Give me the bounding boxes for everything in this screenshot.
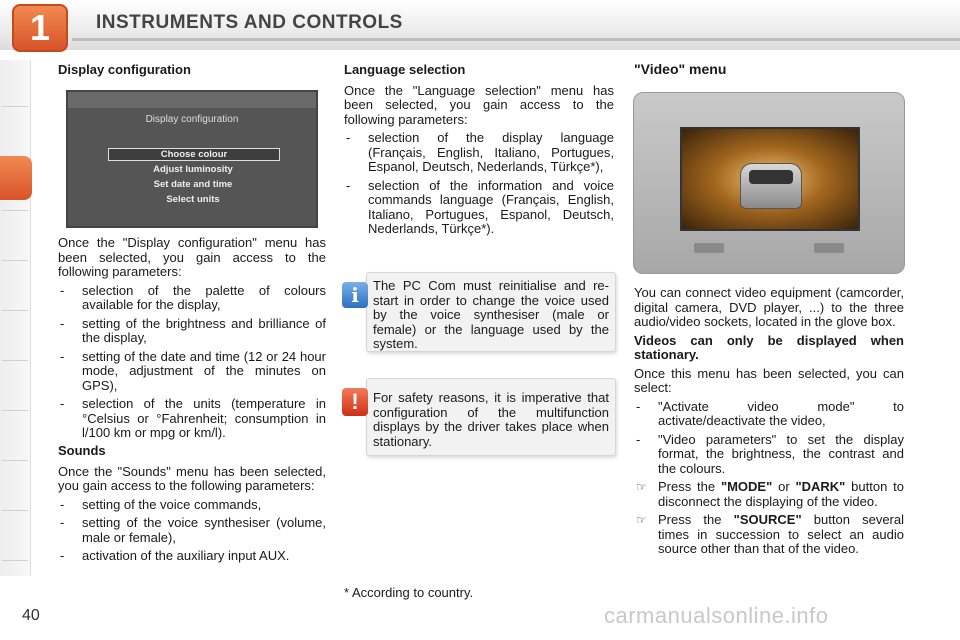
info-box-text: The PC Com must reinitialise and re-start in order to change the voice used by the voice synthesiser (male or female) or the language used by the system. [373,278,609,351]
footnote: * According to country. [344,585,474,600]
list-item: - setting of the voice commands, [58,498,326,513]
tab-divider [2,260,28,261]
language-heading: Language selection [344,62,466,77]
speaker-slot [814,243,844,253]
tab-divider [2,560,28,561]
video-press-list [634,480,904,557]
screen-menu-item-selected: Choose colour [108,148,280,161]
screen-menu-item: Select units [166,194,220,205]
list-item: - "Video parameters" to set the display format, the brightness, the contrast and the colours. [634,433,904,477]
list-item: - setting of the voice synthesiser (volume, male or female), [58,516,326,545]
screen-menu-item: Adjust luminosity [153,164,233,175]
list-item: - selection of the palette of colours available for the display, [58,284,326,313]
active-chapter-tab [0,156,32,200]
instruction-text: Press the [658,479,721,494]
warning-icon: ! [342,388,368,416]
watermark: carmanualsonline.info [604,603,829,628]
display-config-text [58,236,326,445]
screen-menu-item: Set date and time [153,179,233,190]
mode-button-label: "MODE" [720,479,773,494]
list-item: - "Activate video mode" to activate/deactivate the video, [634,400,904,429]
warning-box-text: For safety reasons, it is imperative that configuration of the multifunction displays by the driver takes place when stationary. [373,390,609,449]
list-item: - setting of the date and time (12 or 24 hour mode, adjustment of the minutes on GPS), [58,350,326,394]
instruction-text: or [772,479,796,494]
tab-divider [2,360,28,361]
screen-status-bar [68,92,316,108]
speaker-slot [694,243,724,253]
dark-button-label: "DARK" [795,479,846,494]
display-config-heading-block [58,63,326,84]
info-box [366,272,616,352]
language-list [344,131,614,237]
page-header [0,0,960,50]
page-number: 40 [22,607,40,624]
instruction-text: button several times in succession to select an audio source other than that of the video. [658,512,905,556]
video-select-intro: Once this menu has been selected, you can select: [634,365,904,395]
info-icon: i [342,282,368,308]
language-intro: Once the "Language selection" menu has been selected, you gain access to the following parameters: [344,82,614,127]
language-section [344,63,614,241]
chapter-side-tabs [0,60,31,576]
video-intro: You can connect video equipment (camcorder, digital camera, DVD player, ...) to the three audio/video sockets, located in the glove box. [634,285,904,329]
list-item: - selection of the information and voice commands language (Français, English, Italiano, Portugues, Espanol, Deutsch, Nederlands, Türkçe*). [344,179,614,237]
video-heading-block [634,62,904,83]
tab-divider [2,410,28,411]
tab-divider [2,460,28,461]
press-instruction [634,513,904,557]
video-stationary-note: Videos can only be displayed when stationary. [634,332,904,362]
chapter-title: INSTRUMENTS AND CONTROLS [96,12,403,33]
list-item: - activation of the auxiliary input AUX. [58,549,326,564]
video-heading: "Video" menu [634,61,727,77]
video-text [634,286,904,561]
list-item: - selection of the units (temperature in °Celsius or °Fahrenheit; consumption in l/100 km or mpg or km/l). [58,397,326,441]
chapter-badge: 1 [12,4,68,52]
video-screen-image [633,92,905,274]
instruction-text: button to disconnect the displaying of the video. [658,479,904,509]
header-rule [72,38,960,41]
display-config-list [58,284,326,441]
list-item: - setting of the brightness and brilliance of the display, [58,317,326,346]
display-config-heading: Display configuration [58,62,191,77]
screen-title: Display configuration [145,114,239,125]
car-icon [740,163,802,209]
tab-divider [2,510,28,511]
hand-pointer-icon: ☞ [636,480,647,494]
video-display [680,127,860,231]
sounds-list [58,498,326,564]
source-button-label: "SOURCE" [733,512,802,527]
tab-divider [2,106,28,107]
hand-pointer-icon: ☞ [636,513,647,527]
display-config-intro: Once the "Display configuration" menu has been selected, you gain access to the following parameters: [58,235,326,279]
sounds-intro: Once the "Sounds" menu has been selected, you gain access to the following parameters: [58,463,326,493]
press-instruction [634,480,904,509]
display-config-screen-image [66,90,318,228]
tab-divider [2,310,28,311]
tab-divider [2,210,28,211]
warning-box [366,378,616,456]
video-list [634,400,904,477]
list-item: - selection of the display language (Français, English, Italiano, Portugues, Espanol, Deutsch, Nederlands, Türkçe*), [344,131,614,175]
instruction-text: Press the [658,512,734,527]
sounds-section [58,444,326,568]
sounds-heading: Sounds [58,443,106,458]
